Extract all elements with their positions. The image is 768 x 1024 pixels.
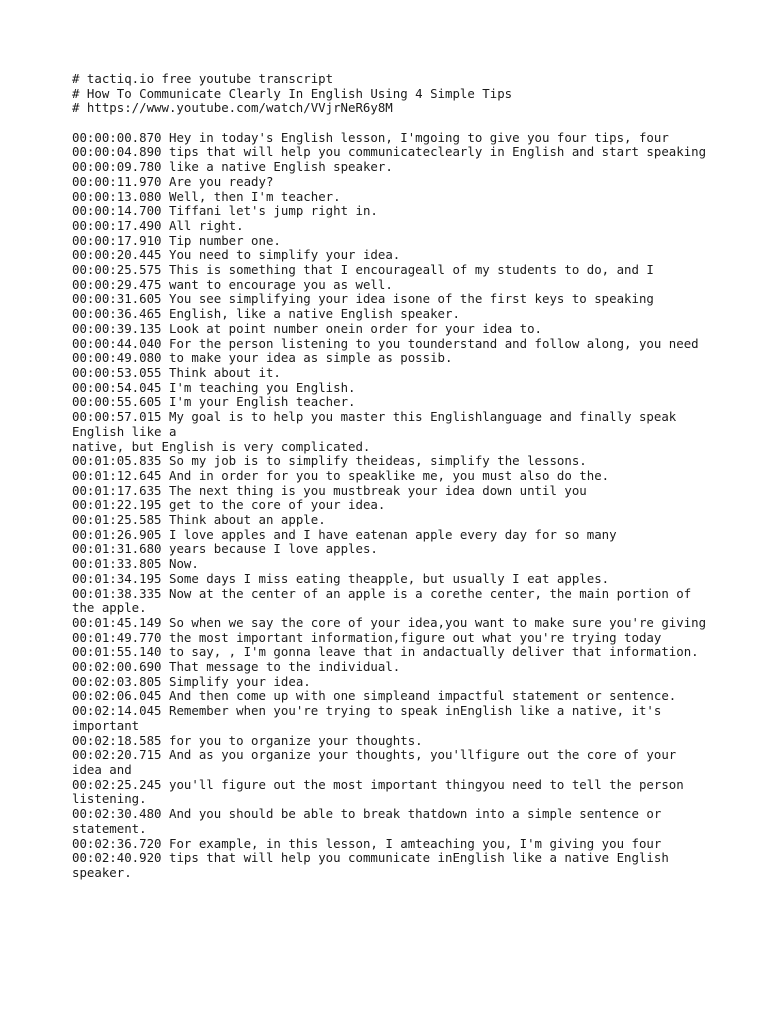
timestamp: 00:02:18.585 (72, 732, 162, 748)
timestamp: 00:00:14.700 (72, 203, 162, 219)
timestamp: 00:00:00.870 (72, 129, 162, 145)
transcript-line (72, 190, 708, 205)
transcript-text: like a native English speaker. (169, 159, 393, 175)
transcript-line (72, 292, 708, 307)
timestamp: 00:00:17.910 (72, 232, 162, 248)
transcript-text: Tiffani let's jump right in. (169, 203, 378, 219)
timestamp: 00:00:04.890 (72, 144, 162, 160)
transcript-line (72, 469, 708, 484)
transcript-line (72, 557, 708, 572)
transcript-text: Think about it. (169, 365, 281, 380)
timestamp: 00:01:38.335 (72, 585, 162, 601)
transcript-text: years because I love apples. (169, 541, 378, 557)
transcript-text: Now. (169, 556, 199, 572)
transcript-text: Look at point number onein order for your idea to. (169, 320, 542, 336)
transcript-line (72, 689, 708, 704)
transcript-text: And then come up with one simpleand impactful statement or sentence. (169, 688, 677, 704)
timestamp: 00:00:09.780 (72, 159, 162, 175)
timestamp: 00:01:12.645 (72, 467, 162, 483)
timestamp: 00:00:39.135 (72, 320, 162, 336)
transcript-line (72, 307, 708, 322)
timestamp: 00:02:03.805 (72, 673, 162, 689)
transcript-text: You need to simplify your idea. (169, 247, 401, 263)
timestamp: 00:02:14.045 (72, 703, 162, 719)
transcript-text: The next thing is you mustbreak your idea down until you (169, 482, 587, 498)
transcript-line (72, 234, 708, 249)
transcript-text: For example, in this lesson, I amteaching you, I'm giving you four (169, 835, 662, 851)
transcript-header (72, 72, 708, 116)
timestamp: 00:00:11.970 (72, 173, 162, 189)
transcript-text: Are you ready? (169, 173, 274, 189)
transcript-text: Now at the center of an apple is a corethe center, the main portion of the apple. (72, 585, 699, 616)
transcript-text: the most important information,figure out what you're trying today (169, 629, 662, 645)
transcript-line (72, 248, 708, 263)
transcript-body (72, 131, 708, 881)
transcript-line (72, 175, 708, 190)
transcript-text: tips that will help you communicateclearly in English and start speaking (169, 144, 707, 160)
timestamp: 00:01:05.835 (72, 453, 162, 469)
transcript-line (72, 366, 708, 381)
timestamp: 00:00:57.015 (72, 409, 162, 425)
transcript-text: All right. (169, 217, 244, 233)
timestamp: 00:01:26.905 (72, 526, 162, 542)
transcript-line (72, 542, 708, 557)
transcript-text: Simplify your idea. (169, 673, 311, 689)
transcript-line (72, 278, 708, 293)
transcript-text: Think about an apple. (169, 512, 326, 528)
transcript-line (72, 351, 708, 366)
transcript-text: English, like a native English speaker. (169, 306, 460, 322)
transcript-text: I'm teaching you English. (169, 379, 356, 395)
timestamp: 00:02:00.690 (72, 659, 162, 675)
timestamp: 00:00:31.605 (72, 291, 162, 307)
transcript-text: tips that will help you communicate inEnglish like a native English speaker. (72, 850, 677, 880)
transcript-line (72, 616, 708, 631)
transcript-line (72, 748, 708, 777)
header-line: # tactiq.io free youtube transcript (72, 71, 334, 86)
timestamp: 00:02:40.920 (72, 850, 162, 866)
timestamp: 00:00:29.475 (72, 276, 162, 292)
timestamp: 00:01:49.770 (72, 629, 162, 645)
timestamp: 00:00:36.465 (72, 306, 162, 322)
timestamp: 00:02:30.480 (72, 806, 162, 822)
transcript-text: you'll figure out the most important thingyou need to tell the person listening. (72, 776, 692, 807)
transcript-line (72, 440, 708, 455)
transcript-text: native, but English is very complicated. (72, 438, 371, 454)
transcript-line (72, 322, 708, 337)
transcript-text: That message to the individual. (169, 659, 401, 675)
transcript-line (72, 498, 708, 513)
transcript-line (72, 410, 708, 439)
transcript-text: So my job is to simplify theideas, simplify the lessons. (169, 453, 587, 469)
transcript-line (72, 807, 708, 836)
timestamp: 00:01:17.635 (72, 482, 162, 498)
timestamp: 00:01:55.140 (72, 644, 162, 660)
header-line: # How To Communicate Clearly In English Using 4 Simple Tips (72, 85, 513, 101)
transcript-line (72, 381, 708, 396)
transcript-line (72, 528, 708, 543)
transcript-line (72, 454, 708, 469)
transcript-text: Some days I miss eating theapple, but usually I eat apples. (169, 570, 610, 586)
spacer (72, 116, 708, 131)
transcript-line (72, 204, 708, 219)
timestamp: 00:00:49.080 (72, 350, 162, 366)
timestamp: 00:00:44.040 (72, 335, 162, 351)
timestamp: 00:00:13.080 (72, 188, 162, 204)
transcript-line (72, 395, 708, 410)
transcript-text: My goal is to help you master this Englishlanguage and finally speak English like a (72, 409, 684, 439)
transcript-line (72, 704, 708, 733)
transcript-text: I'm your English teacher. (169, 394, 356, 410)
transcript-line (72, 675, 708, 690)
transcript-line (72, 631, 708, 646)
transcript-text: to say, , I'm gonna leave that in andactually deliver that information. (169, 644, 699, 660)
timestamp: 00:02:36.720 (72, 835, 162, 851)
transcript-line (72, 734, 708, 749)
transcript-line (72, 837, 708, 852)
timestamp: 00:00:25.575 (72, 262, 162, 278)
timestamp: 00:01:33.805 (72, 556, 162, 572)
timestamp: 00:01:25.585 (72, 512, 162, 528)
transcript-line (72, 778, 708, 807)
transcript-line (72, 160, 708, 175)
transcript-line (72, 219, 708, 234)
transcript-text: And you should be able to break thatdown into a simple sentence or statement. (72, 806, 669, 836)
timestamp: 00:02:25.245 (72, 776, 162, 792)
transcript-line (72, 263, 708, 278)
transcript-text: Well, then I'm teacher. (169, 188, 341, 204)
transcript-line (72, 513, 708, 528)
transcript-line (72, 851, 708, 880)
transcript-line (72, 572, 708, 587)
transcript-line (72, 131, 708, 146)
transcript-text: And in order for you to speaklike me, you must also do the. (169, 467, 610, 483)
transcript-text: to make your idea as simple as possib. (169, 350, 453, 366)
timestamp: 00:02:06.045 (72, 688, 162, 704)
transcript-line (72, 145, 708, 160)
transcript-text: This is something that I encourageall of my students to do, and I (169, 262, 654, 278)
transcript-text: get to the core of your idea. (169, 497, 386, 513)
transcript-line (72, 587, 708, 616)
transcript-text: Tip number one. (169, 232, 281, 248)
transcript-text: want to encourage you as well. (169, 276, 393, 292)
transcript-text: For the person listening to you tounderstand and follow along, you need (169, 335, 699, 351)
transcript-text: And as you organize your thoughts, you'llfigure out the core of your idea and (72, 747, 684, 777)
transcript-text: So when we say the core of your idea,you want to make sure you're giving (169, 614, 707, 630)
timestamp: 00:01:45.149 (72, 614, 162, 630)
transcript-text: Hey in today's English lesson, I'mgoing to give you four tips, four (169, 129, 669, 145)
transcript-text: You see simplifying your idea isone of the first keys to speaking (169, 291, 654, 307)
transcript-line (72, 660, 708, 675)
timestamp: 00:01:34.195 (72, 570, 162, 586)
timestamp: 00:01:22.195 (72, 497, 162, 513)
timestamp: 00:00:53.055 (72, 365, 162, 380)
transcript-line (72, 645, 708, 660)
transcript-line (72, 484, 708, 499)
transcript-text: for you to organize your thoughts. (169, 732, 423, 748)
timestamp: 00:00:55.605 (72, 394, 162, 410)
transcript-text: I love apples and I have eatenan apple every day for so many (169, 526, 617, 542)
transcript-line (72, 337, 708, 352)
timestamp: 00:00:17.490 (72, 217, 162, 233)
timestamp: 00:02:20.715 (72, 747, 162, 763)
transcript-text: Remember when you're trying to speak inEnglish like a native, it's important (72, 703, 669, 733)
timestamp: 00:00:54.045 (72, 379, 162, 395)
timestamp: 00:01:31.680 (72, 541, 162, 557)
timestamp: 00:00:20.445 (72, 247, 162, 263)
header-line: # https://www.youtube.com/watch/VVjrNeR6y8M (72, 100, 393, 116)
